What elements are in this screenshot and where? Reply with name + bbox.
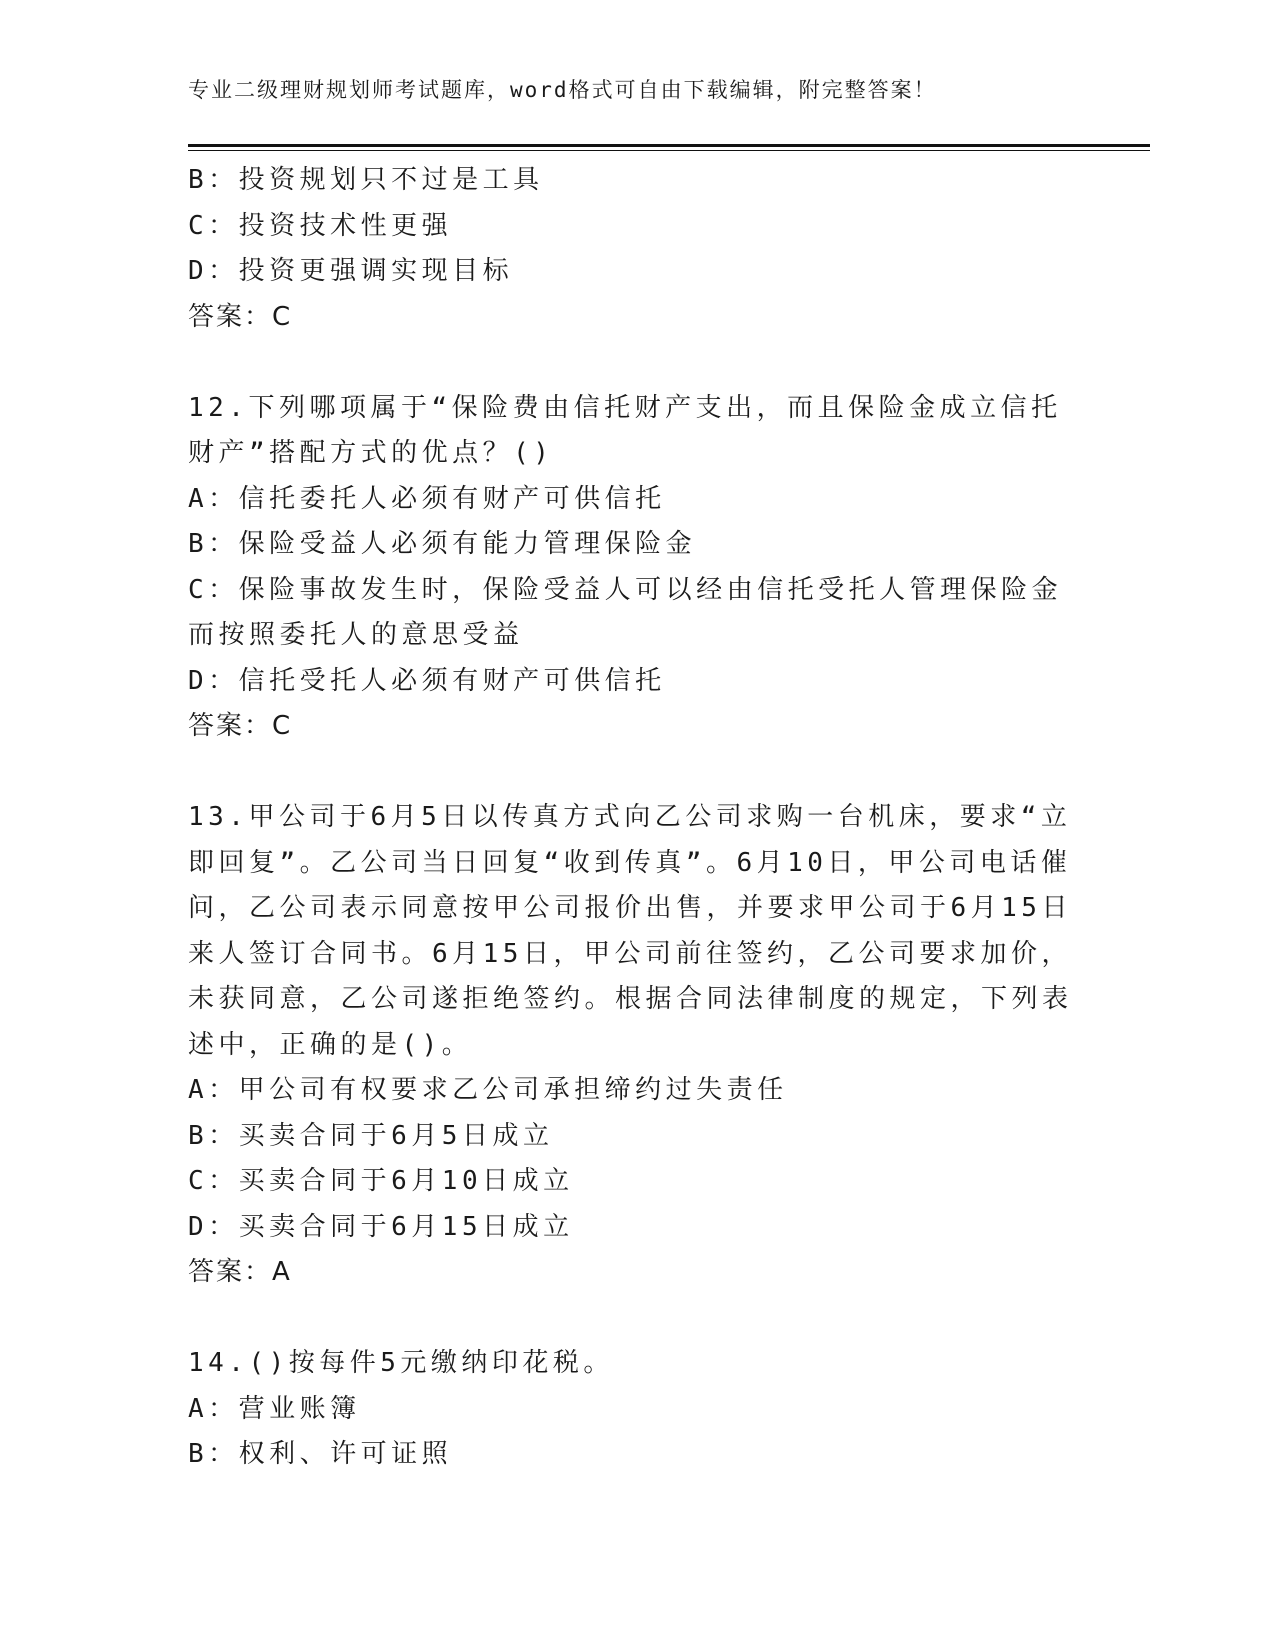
option-b: B：买卖合同于6月5日成立 [188, 1120, 554, 1151]
option-a: A：营业账簿 [188, 1393, 361, 1424]
option-c: C：保险事故发生时，保险受益人可以经由信托受托人管理保险金而按照委托人的意思受益 [188, 574, 1063, 650]
option-a: A：信托委托人必须有财产可供信托 [188, 483, 666, 514]
question-13 [188, 795, 1088, 1296]
page-header: 专业二级理财规划师考试题库，word格式可自由下载编辑，附完整答案！ [188, 78, 937, 102]
option-a: A：甲公司有权要求乙公司承担缔约过失责任 [188, 1075, 788, 1105]
question-stem: 13.甲公司于6月5日以传真方式向乙公司求购一台机床，要求“立即回复”。乙公司当日回复“收到传真”。6月10日，甲公司电话催问，乙公司表示同意按甲公司报价出售，并要求甲公司于6月15日来人签订合同书。6月15日，甲公司前往签约，乙公司要求加价，未获同意，乙公司遂拒绝签约。根据合同法律制度的规定，下列表述中，正确的是()。 [188, 802, 1073, 1060]
spacer [188, 1296, 1088, 1342]
answer-line: 答案：A [188, 1257, 292, 1287]
question-content [188, 158, 1088, 1478]
header-divider-thick [188, 144, 1150, 147]
option-d: D：投资更强调实现目标 [188, 256, 514, 286]
option-b: B：权利、许可证照 [188, 1439, 453, 1469]
question-14 [188, 1341, 1088, 1478]
answer-line: 答案：C [188, 711, 293, 741]
option-b: B：保险受益人必须有能力管理保险金 [188, 529, 697, 559]
question-11-continued [188, 158, 1088, 340]
question-stem: 14.()按每件5元缴纳印花税。 [188, 1348, 614, 1378]
answer-line: 答案：C [188, 301, 293, 332]
option-b: B：投资规划只不过是工具 [188, 165, 544, 195]
option-d: D：信托受托人必须有财产可供信托 [188, 665, 666, 696]
question-stem: 12.下列哪项属于“保险费由信托财产支出，而且保险金成立信托财产”搭配方式的优点？() [188, 392, 1062, 468]
option-c: C：投资技术性更强 [188, 210, 453, 241]
option-d: D：买卖合同于6月15日成立 [188, 1211, 574, 1242]
spacer [188, 750, 1088, 796]
option-c: C：买卖合同于6月10日成立 [188, 1166, 574, 1196]
question-12 [188, 386, 1088, 750]
header-divider-thin [188, 150, 1150, 151]
spacer [188, 340, 1088, 386]
